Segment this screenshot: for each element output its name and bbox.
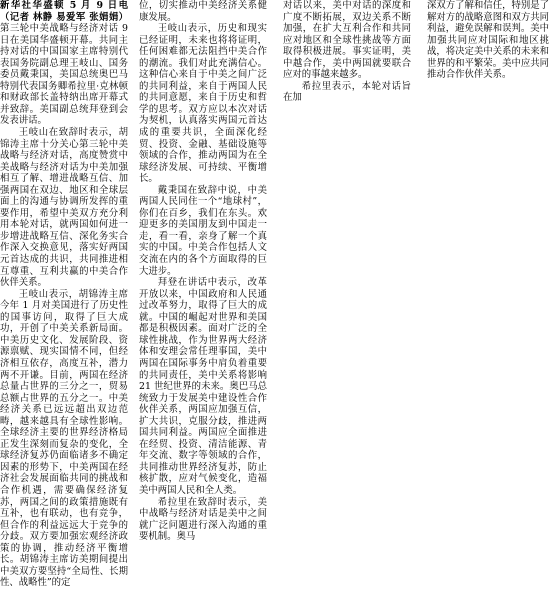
article-column-2 — [139, 0, 267, 543]
body-paragraph: 拜登在讲话中表示，改革开放以来，中国政府和人民通过改革努力，取得了巨大的成就。中国的崛起对世界和美国都是积极因素。面对广泛的全球性挑战，作为世界两大经济体和安理会常任理事国，美中两国在国际事务中肩负着重要的共同责任，美中关系将影响 21 世纪世界的未来。奥巴马总统致力于发展美中建设性合作伙伴关系，两国应加强互信，扩大共识，克服分歧，推进两国共同利益。两国应全面推进在经贸、投资、清洁能源、青年交流、数字等领域的合作，共同推动世界经济复苏，防止核扩散，应对气候变化，造福美中两国人民和全人类。 — [139, 277, 267, 496]
body-paragraph: 希拉里表示，本轮对话旨在加 — [283, 80, 411, 104]
lead-text: 第三轮中美战略与经济对话 9 日在美国华盛顿开幕。共同主持对话的中国国家主席特别代表国务院副总理王岐山、国务委员戴秉国，美国总统奥巴马特别代表国务卿希拉里·克林顿和财政部长盖特纳出席开幕式并致辞。美国副总统拜登到会发表讲话。 — [0, 23, 128, 127]
continued-paragraph: 位，切实推动中美经济关系健康发展。 — [139, 0, 267, 23]
body-paragraph: 王岐山在致辞时表示，胡锦涛主席十分关心第三轮中美战略与经济对话，高度赞赏中美战略与经济对话为中美加强相互了解、增进战略互信、加强两国在双边、地区和全球层面上的沟通与协调所发挥的重要作用，希望中美双方充分利用本轮对话，就两国如何进一步增进战略互信、深化务实合作深入交换意见，落实好两国元首达成的共识，共同推进相互尊重、互利共赢的中美合作伙伴关系。 — [0, 127, 128, 289]
continued-paragraph: 对话以来，美中对话的深度和广度不断拓展，双边关系不断加强，在扩大互利合作和共同应对地区和全球性挑战等方面取得积极进展。事实证明，美中越合作，美中两国就要联合应对的事越来越多。 — [283, 0, 411, 81]
article-byline: （记者 林静 易爱军 张娟娟） — [0, 11, 128, 23]
body-paragraph: 王岐山表示，历史和现实已经证明，未来也将将证明，任何困难都无法阻挡中美合作的潮流。我们对此充满信心。这种信心来自于中美之间广泛的共同利益，来自于两国人民的共同意愿，来自于历史和哲学的思考。双方应以本次对话为契机，认真落实两国元首达成的重要共识，全面深化经贸、投资、金融、基础设施等领域的合作，推动两国为在全球经济发展、可持续、平衡增长。 — [139, 23, 267, 185]
body-paragraph: 希拉里在致辞时表示，美中战略与经济对话是美中之间就广泛问题进行深入沟通的重要机制。奥马 — [139, 496, 267, 543]
continued-paragraph: 深双方了解和信任，特别是了解对方的战略意图和双方共同利益，避免误解和误判。美中加强共同应对国际和地区挑战，将决定美中关系的未来和世界的和平繁荣。美中应共同推动合作伙伴关系。 — [427, 0, 549, 81]
body-paragraph: 王岐山表示，胡锦涛主席今年 1 月对美国进行了历史性的国事访问，取得了巨大成功，开创了中美关系新局面。中美历史文化、发展阶段、资源禀赋、现实国情不同，但经济相互依存，高度互补，潜力两不开谦。目前，两国在经济总量占世界的三分之一，贸易总额占世界的五分之一。中美经济关系已远远超出双边范畴，越来越具有全球性影响。全球经济主要的世界经济格局正发生深刻而复杂的变化，全球经济复苏仍面临诸多不确定因素的形势下，中美两国在经济社会发展面临共同的挑战和合作机遇，需要确保经济复苏，两国之间的政策措施既有互补，也有联动，也有竞争，但合作的利益远远大于竞争的分歧。双方要加强宏观经济政策的协调，推动经济平衡增长。胡锦涛主席访美期间提出中美双方要坚持“全局性、长期性、战略性”的定 — [0, 288, 128, 589]
lead-paragraph — [0, 0, 128, 127]
article-column-3 — [283, 0, 411, 461]
article-dateline: 新华社华盛顿 5 月 9 日电 — [0, 0, 128, 11]
article-column-1 — [0, 0, 128, 589]
body-paragraph: 戴秉国在致辞中说，中美两国人民同住一个“地球村”，你们在百乡，我们在东头。欢迎更多的美国朋友到中国走一走，看一看，亲身了解一个真实的中国。中美合作包括人文交流在内的各个方面取得的巨大进步。 — [139, 184, 267, 277]
article-column-4 — [427, 0, 549, 110]
